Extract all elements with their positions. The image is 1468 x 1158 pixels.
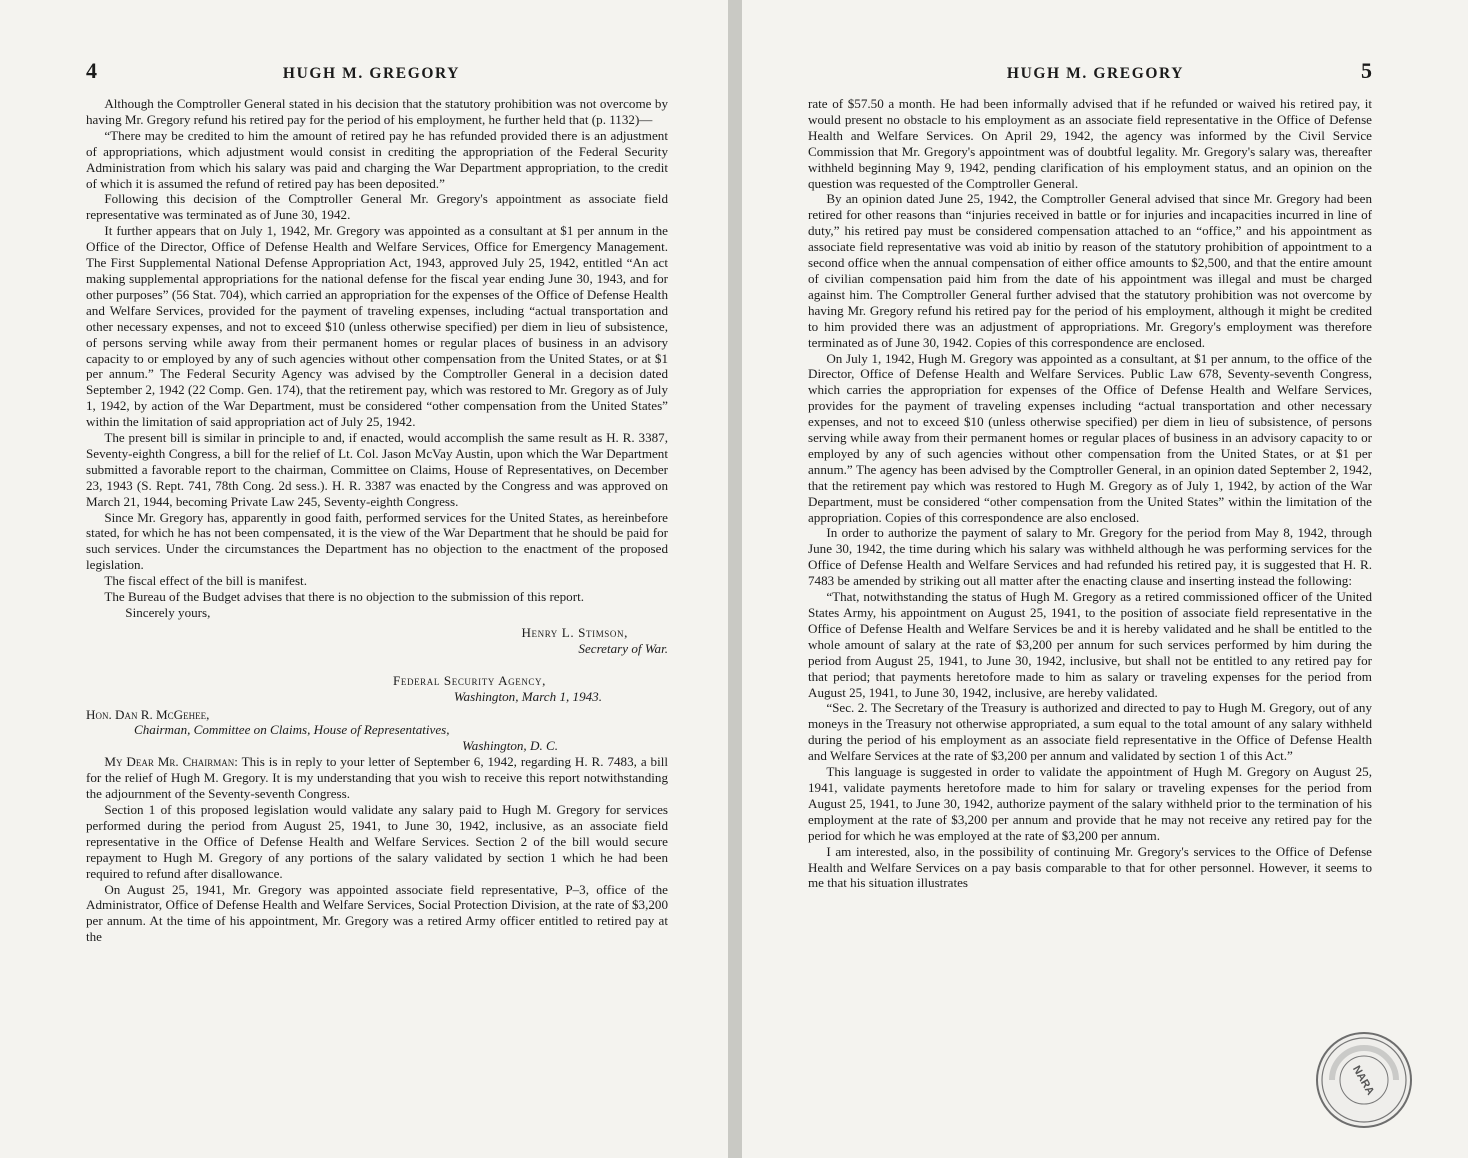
library-stamp-seal [1316,1032,1412,1128]
paragraph: I am interested, also, in the possibility of continuing Mr. Gregory's services to the Office of Defense Health and Welfare Services on a pay basis comparable to that for other personnel. However, it seems to me that his situation illustrates [808,843,1372,891]
quoted-paragraph: “That, notwithstanding the status of Hugh M. Gregory as a retired commissioned officer of the United States Army, his appointment on August 25, 1941, to the position of associate field representative in the Office of Defense Health and Welfare Services be and it is hereby validated and he shall be entitled to the whole amount of salary at the rate of $3,200 per annum for such services performed by him during the period from August 25, 1941, to June 30, 1942, inclusive, but shall not be entitled to any retired pay for that period; that payments heretofore made to him as salary or traveling expenses for the period from August 25, 1941, to June 30, 1942, inclusive, are hereby validated. [808,589,1372,700]
continuation-paragraph: rate of $57.50 a month. He had been informally advised that if he refunded or waived his retired pay, it would present no obstacle to his employment as an associate field representative in the Office of Defense Health and Welfare Services. On April 29, 1942, the agency was informed by the Civil Service Commission that Mr. Gregory's appointment was of doubtful legality. Mr. Gregory's salary was, thereafter withheld beginning May 9, 1942, pending clarification of his employment status, and an opinion on the question was requested of the Comptroller General. [808,96,1372,191]
right-running-head [808,58,1372,96]
page-number: 4 [86,58,97,83]
agency-name: Federal Security Agency, [392,672,546,688]
paragraph: The fiscal effect of the bill is manifest. [104,573,307,589]
letter-paragraph: On August 25, 1941, Mr. Gregory was appointed associate field representative, P–3, office of the Administrator, Office of Defense Health and Welfare Services, Social Protection Division, at the rate of $3,200 per annum. At the time of his appointment, Mr. Gregory was a retired Army officer entitled to retired pay at the [86,881,668,945]
left-page-body [86,96,668,945]
left-running-head [86,58,668,96]
paragraph: Following this decision of the Comptroller General Mr. Gregory's appointment as associate field representative was terminated as of June 30, 1942. [86,191,668,223]
right-page [742,0,1468,1158]
quoted-paragraph: “There may be credited to him the amount of retired pay he has refunded provided there is an adjustment of appropriations, which adjustment would consist in crediting the appropriation of the Federal Security Administration from which his salary was paid and charging the War Department appropriation, to the credit of which it is assumed the refund of retired pay has been deposited.” [86,127,668,191]
signature-block [86,625,668,657]
salutation: My Dear Mr. Chairman: [104,754,238,770]
signer-name: Henry L. Stimson, [521,624,628,640]
running-head-title: HUGH M. GREGORY [1006,65,1185,82]
quoted-paragraph: “Sec. 2. The Secretary of the Treasury is authorized and directed to pay to Hugh M. Gregory, out of any moneys in the Treasury not otherwise appropriated, a sum equal to the total amount of any salary withheld during the period of his employment as an associate field representative in the Office of Defense Health and Welfare Services at the rate of $3,200 per annum and validated by section 1 of this Act.” [808,700,1372,764]
left-page [0,0,728,1158]
running-head-title: HUGH M. GREGORY [282,65,461,82]
letter-paragraph: Section 1 of this proposed legislation would validate any salary paid to Hugh M. Gregory for services performed during the period from August 25, 1941, to June 30, 1942, inclusive, as an associate field representative in the Office of Defense Health and Welfare Services. Section 2 of the bill would secure repayment to Hugh M. Gregory of any portions of the salary validated by section 1 which he had been required to refund after disallowance. [86,801,668,881]
salutation-paragraph [86,754,668,802]
paragraph: The present bill is similar in principle to and, if enacted, would accomplish the same result as H. R. 3387, Seventy-eighth Congress, a bill for the relief of Lt. Col. Jason McVay Austin, upon which the War Department submitted a favorable report to the chairman, Committee on Claims, House of Representatives, on December 23, 1943 (S. Rept. 741, 78th Cong. 2d sess.). H. R. 3387 was enacted by the Congress and was approved on March 21, 1944, becoming Private Law 245, Seventy-eighth Congress. [86,430,668,509]
agency-heading [86,673,668,705]
paragraph: It further appears that on July 1, 1942, Mr. Gregory was appointed as a consultant at $1 per annum in the Office of the Director, Office of Defense Health and Welfare Services, Office for Emergency Management. The First Supplemental National Defense Appropriation Act, 1943, approved July 25, 1942, entitled “An act making supplemental appropriations for the national defense for the fiscal year ending June 30, 1943, and for other purposes” (56 Stat. 704), which carried an appropriation for the expenses of the Office of Defense Health and Welfare Services, provided for the payment of traveling expenses, including “actual transportation and other necessary expenses, and not to exceed $10 (unless otherwise specified) per diem in lieu of subsistence, of persons serving while away from their permanent homes or regular places of business in an advisory capacity to or employed by any of such agencies without other compensation from the United States, or at $1 per annum.” The Federal Security Agency was advised by the Comptroller General in a decision dated September 2, 1942 (22 Comp. Gen. 174), that the retirement pay, which was restored to Mr. Gregory as of July 1, 1942, by action of the War Department, must be considered “other compensation from the United States” within the limitation of said appropriation act of July 25, 1942. [86,223,668,430]
paragraph: Although the Comptroller General stated in his decision that the statutory prohibition was not overcome by having Mr. Gregory refund his retired pay for the period of his employment, he further held that (p. 1132)— [86,96,668,127]
book-gutter [728,0,742,1158]
right-page-body [808,96,1372,891]
paragraph: By an opinion dated June 25, 1942, the Comptroller General advised that since Mr. Gregory had been retired for other reasons than “injuries received in battle or for injuries and incapacities incurred in line of duty,” his retired pay must be considered compensation attached to an “office,” and his appointment as associate field representative was void ab initio by reason of the statutory prohibition of appointment to a second office when the annual compensation of either office amounts to $2,500, and that the entire amount of civilian compensation paid him from the date of his appointment was illegal and must be charged against him. The Comptroller General further advised that the statutory prohibition was not overcome by having Mr. Gregory refund his retired pay for the period of his employment, although it might be credited to him provided there was an adjustment of appropriations. Mr. Gregory's employment was therefore terminated as of June 30, 1942. Copies of this correspondence are enclosed. [808,191,1372,350]
addressee-place: Washington, D. C. [462,738,558,754]
stamp-seal-icon [1318,1034,1410,1126]
closing: Sincerely yours, [125,605,211,620]
letter-paragraph: This is in reply to your letter of September 6, 1942, regarding H. R. 7483, a bill for the relief of Hugh M. Gregory. It is my understanding that you wish to receive this report notwithstanding the adjournment of the Seventy-seventh Congress. [86,754,668,802]
svg-text:NARA: NARA [1349,1063,1377,1098]
page-number: 5 [1360,58,1372,83]
signer-title: Secretary of War. [578,640,668,656]
addressee-block [86,707,668,755]
addressee-role: Chairman, Committee on Claims, House of Representatives, [134,722,450,738]
agency-place-date: Washington, March 1, 1943. [453,688,602,704]
paragraph: Since Mr. Gregory has, apparently in good faith, performed services for the United States, as hereinbefore stated, for which he has not been compensated, it is the view of the War Department that he should be paid for such services. Under the circumstances the Department has no objection to the enactment of the proposed legislation. [86,509,668,573]
paragraph: The Bureau of the Budget advises that there is no objection to the submission of this report. [104,589,584,605]
paragraph: This language is suggested in order to validate the appointment of Hugh M. Gregory on August 25, 1941, validate payments heretofore made to him for salary or traveling expenses for the period from August 25, 1941, to June 30, 1942, authorize payment of the salary withheld prior to the termination of his employment at the rate of $3,200 per annum and provide that he may not receive any retired pay for the period for which he was employed at the rate of $3,200 per annum. [808,764,1372,843]
paragraph: In order to authorize the payment of salary to Mr. Gregory for the period from May 8, 1942, through June 30, 1942, the time during which his salary was withheld although he was performing services for the Office of Defense Health and Welfare Services and had refunded his retired pay, it is suggested that H. R. 7483 be amended by striking out all matter after the enacting clause and inserting instead the following: [808,525,1372,589]
paragraph: On July 1, 1942, Hugh M. Gregory was appointed as a consultant, at $1 per annum, to the office of the Director, Office of Defense Health and Welfare Services. Public Law 678, Seventy-seventh Congress, which carries the appropriation for expenses of the Office of Defense Health and Welfare Services, provides for the payment of traveling expenses including “actual transportation and other necessary expenses, and not to exceed $10 (unless otherwise specified) per diem in lieu of subsistence, of persons serving while away from their permanent homes or regular places of business in an advisory capacity to or employed by any of such agencies without other compensation from the United States, or at $1 per annum.” The agency has been advised by the Comptroller General, in an opinion dated September 2, 1942, that the retirement pay which was restored to Hugh M. Gregory as of July 1, 1942, by action of the War Department, must be considered “other compensation from the United States” within the limitation of the appropriation. Copies of this correspondence are also enclosed. [808,350,1372,525]
addressee-name: Hon. Dan R. McGehee, [86,706,210,722]
